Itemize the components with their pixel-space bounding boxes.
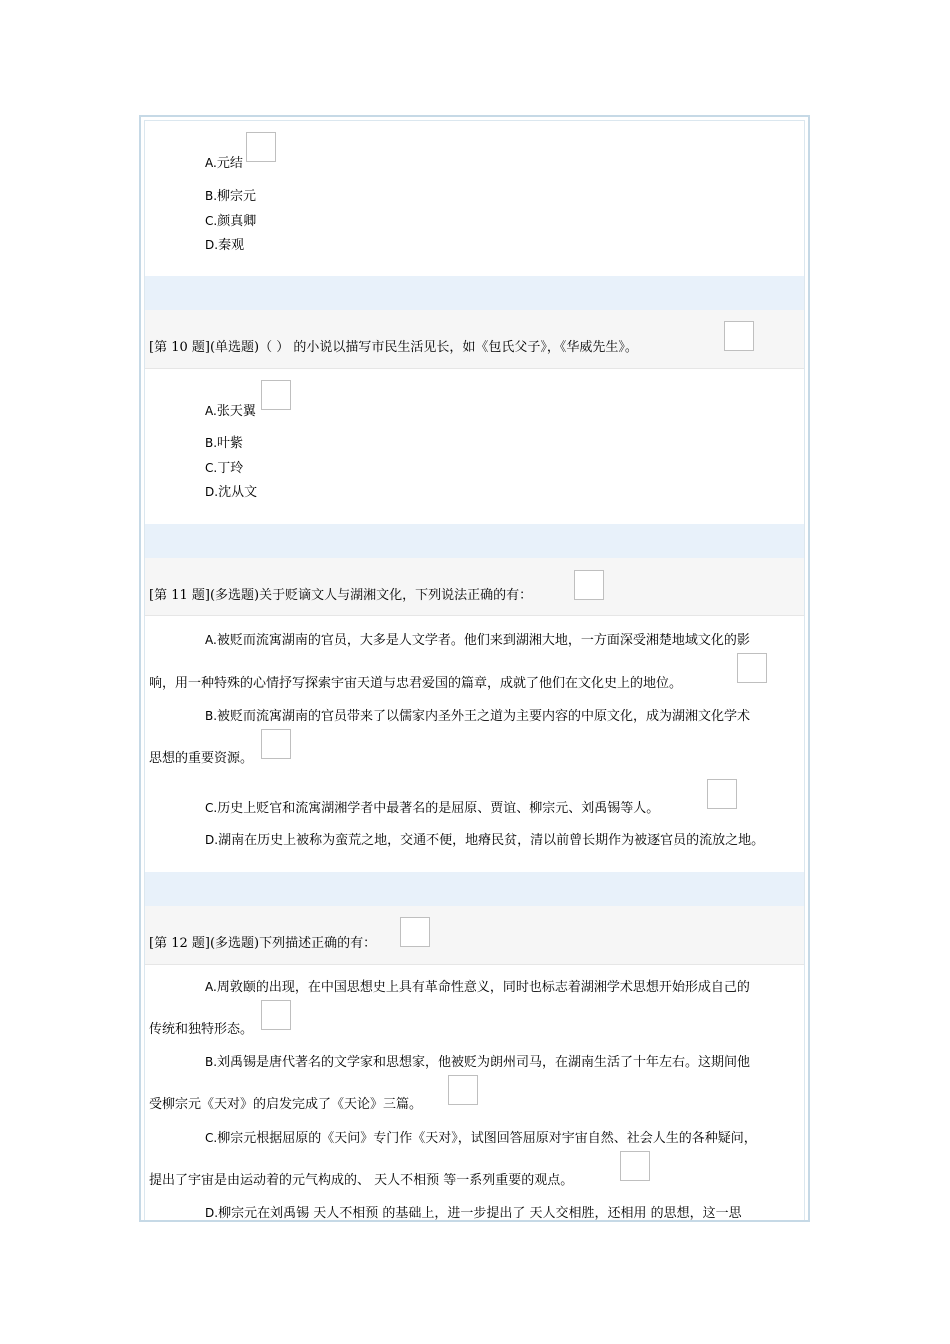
answer-checkbox[interactable] [261, 729, 291, 759]
answer-checkbox[interactable] [261, 1000, 291, 1030]
question-separator [145, 872, 804, 906]
question-separator [145, 276, 804, 310]
answer-checkbox[interactable] [724, 321, 754, 351]
answer-checkbox[interactable] [574, 570, 604, 600]
question-10-header [145, 310, 804, 369]
answer-checkbox[interactable] [246, 132, 276, 162]
q10-option-c[interactable]: C.丁玲 [205, 461, 244, 476]
q9-option-b[interactable]: B.柳宗元 [205, 189, 257, 204]
question-12-title: [第 12 题](多选题)下列描述正确的有： [149, 936, 377, 951]
answer-checkbox[interactable] [620, 1151, 650, 1181]
exam-frame [139, 115, 810, 1222]
answer-checkbox[interactable] [261, 380, 291, 410]
question-11-title: [第 11 题](多选题)关于贬谪文人与湖湘文化，下列说法正确的有： [149, 588, 533, 603]
q9-option-a[interactable]: A.元结 [205, 156, 243, 171]
question-12-header [145, 906, 804, 965]
q10-option-b[interactable]: B.叶紫 [205, 436, 244, 451]
answer-checkbox[interactable] [707, 779, 737, 809]
question-separator [145, 524, 804, 558]
q10-option-d[interactable]: D.沈从文 [205, 485, 258, 500]
answer-checkbox[interactable] [400, 917, 430, 947]
answer-checkbox[interactable] [448, 1075, 478, 1105]
exam-inner-border: A.元结 B.柳宗元 C.颜真卿 D.秦观 [第 10 题](单选题)（ ） 的小说以描写市民生活见长，如《包氏父子》，《华威先生》。 A.张天翼 B.叶紫 C.丁玲 D.沈从文 [第 11 题](多选题)关于贬谪文人与湖湘文化，下列说法正确的有： A.被贬而流寓湖南的官员，大多是人文学者。他们来到湖湘大地，一方面深受湘楚地域文化的影 响，用一种特殊的心情抒写探索宇宙天道与忠君爱国的篇章，成就了他们在文化史上的地位。 B.被贬而流寓湖南的官员带来了以儒家内圣外王之道为主要内容的中原文化，成为湖湘文化学术 思想的重要资源。 C.历史上贬官和流寓湖湘学者中最著名的是屈原、贾谊、柳宗元、刘禹锡等人。 D.湖南在历史上被称为蛮荒之地，交通不便，地瘠民贫，清以前曾长期作为被逐官员的流放之地。 [第 12 题](多选题)下列描述正确的有： A.周敦颐的出现，在中国思想史上具有革命性意义，同时也标志着湖湘学术思想开始形成自己的 传统和独特形态。 B.刘禹锡是唐代著名的文学家和思想家，他被贬为朗州司马，在湖南生活了十年左右。这期间他 受柳宗元《天对》的启发完成了《天论》三篇。 C.柳宗元根据屈原的《天问》专门作《天对》，试图回答屈原对宇宙自然、社会人生的各种疑问， 提出了宇宙是由运动着的元气构成的、 天人不相预 等一系列重要的观点。 D.柳宗元在刘禹锡 天人不相预 的基础上，进一步提出了 天人交相胜，还相用 的思想，这一思 [144, 120, 805, 1220]
q9-option-c[interactable]: C.颜真卿 [205, 214, 257, 229]
q10-option-a[interactable]: A.张天翼 [205, 404, 256, 419]
question-11-header [145, 558, 804, 616]
answer-checkbox[interactable] [737, 653, 767, 683]
q9-option-d[interactable]: D.秦观 [205, 238, 245, 253]
question-10-title: [第 10 题](单选题)（ ） 的小说以描写市民生活见长，如《包氏父子》，《华威先生》。 [149, 340, 638, 355]
